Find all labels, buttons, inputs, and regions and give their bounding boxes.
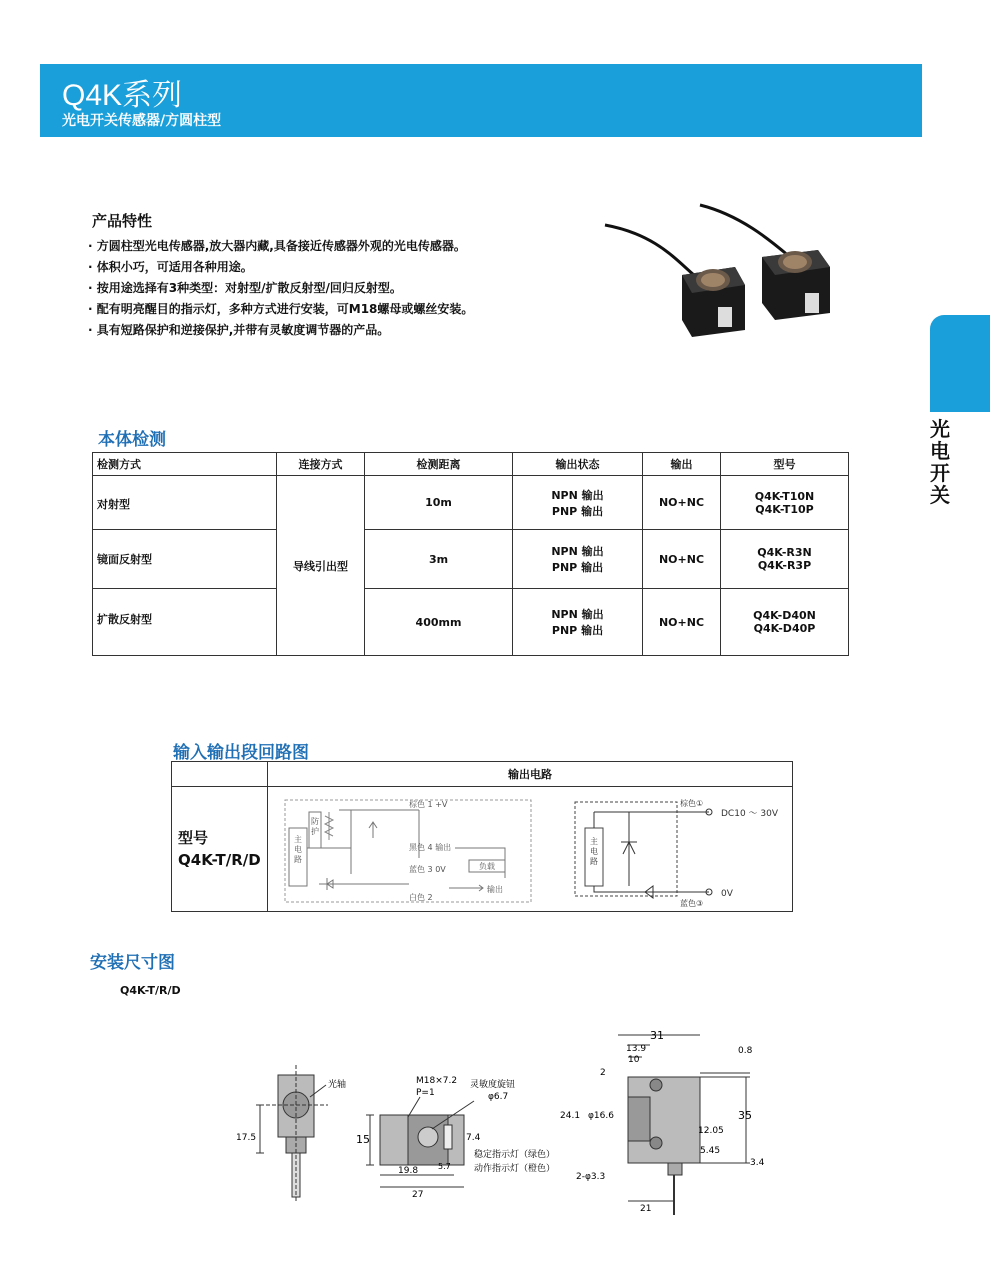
circuit-heading: 输入输出段回路图	[173, 743, 309, 763]
dim-24-1: 24.1	[560, 1111, 581, 1121]
model-cell	[721, 530, 849, 589]
output-cell: NO+NC	[643, 589, 721, 656]
blue-terminal-label: 蓝色③	[680, 899, 704, 908]
model-cell	[721, 589, 849, 656]
sensor-back	[762, 250, 830, 320]
dim-phi16-6: φ16.6	[588, 1111, 614, 1121]
dim-19-8: 19.8	[398, 1166, 419, 1176]
connection-cell: 导线引出型	[277, 476, 365, 656]
white-wire-label: 白色 2	[409, 893, 433, 902]
brown-wire-label: 棕色 1 +V	[409, 800, 448, 809]
detection-heading: 本体检测	[98, 430, 166, 450]
output-cell: NO+NC	[643, 476, 721, 530]
front-view	[236, 1065, 346, 1203]
distance-cell: 10m	[365, 476, 513, 530]
zero-voltage-label: 0V	[721, 889, 733, 899]
dim-0-8: 0.8	[738, 1046, 753, 1056]
rear-view	[560, 1029, 765, 1215]
state-cell	[513, 476, 643, 530]
pitch-label: P=1	[416, 1088, 435, 1098]
model-p: Q4K-R3P	[757, 559, 812, 572]
method-cell: 镜面反射型	[93, 530, 277, 589]
model-p: Q4K-T10P	[755, 502, 814, 516]
column-header: 检测距离	[365, 453, 513, 476]
state-npn: NPN 输出	[551, 608, 604, 621]
sensor-front	[682, 267, 745, 337]
side-view	[356, 1076, 555, 1200]
state-pnp: PNP 输出	[551, 561, 604, 574]
dim-13-9: 13.9	[626, 1044, 647, 1054]
circuit-model-cell	[172, 787, 268, 912]
brown-terminal-label: 棕色①	[680, 799, 704, 808]
model-n: Q4K-T10N	[754, 489, 815, 503]
dim-17-5: 17.5	[236, 1133, 257, 1143]
dim-12-05: 12.05	[698, 1126, 724, 1136]
circuit-model-label: 型号	[178, 829, 209, 847]
blue-wire-label: 蓝色 3 0V	[409, 865, 446, 874]
state-npn: NPN 输出	[551, 545, 604, 558]
knob-diameter: φ6.7	[488, 1092, 509, 1102]
feature-item: · 方圆柱型光电传感器,放大器内藏,具备接近传感器外观的光电传感器。	[88, 236, 473, 257]
model-n: Q4K-D40N	[753, 609, 816, 622]
distance-cell: 400mm	[365, 589, 513, 656]
dim-7-4: 7.4	[466, 1133, 481, 1143]
method-cell: 扩散反射型	[93, 589, 277, 656]
state-pnp: PNP 输出	[551, 504, 604, 518]
model-n: Q4K-R3N	[757, 546, 812, 559]
dim-3-4: 3.4	[750, 1158, 765, 1168]
feature-item: · 体积小巧，可适用各种用途。	[88, 257, 473, 278]
method-cell: 对射型	[93, 476, 277, 530]
dim-21: 21	[640, 1204, 652, 1214]
table-row	[93, 530, 849, 589]
state-cell	[513, 589, 643, 656]
dim-35: 35	[738, 1109, 752, 1122]
features-list	[88, 236, 473, 341]
main-circuit-label: 主电路	[294, 835, 302, 864]
main-circuit-label-right: 主电路	[590, 837, 598, 866]
model-cell	[721, 476, 849, 530]
circuit-diagram	[269, 788, 791, 910]
state-cell	[513, 530, 643, 589]
circuit-column-header: 输出电路	[268, 762, 793, 787]
output-cell: NO+NC	[643, 530, 721, 589]
circuit-table	[171, 761, 793, 912]
page-subtitle: 光电开关传感器/方圆柱型	[62, 113, 222, 129]
protect-label: 防护	[311, 817, 319, 836]
dimension-drawing	[230, 1025, 790, 1225]
feature-item: · 配有明亮醒目的指示灯，多种方式进行安装，可M18螺母或螺丝安装。	[88, 299, 473, 320]
circuit-model: Q4K-T/R/D	[178, 851, 261, 869]
axis-label: 光轴	[328, 1080, 347, 1090]
side-tab-label: 光电开关	[930, 417, 950, 507]
table-row	[93, 589, 849, 656]
dim-2: 2	[600, 1068, 606, 1078]
feature-item: · 按用途选择有3种类型：对射型/扩散反射型/回归反射型。	[88, 278, 473, 299]
table-row	[93, 476, 849, 530]
dim-5-45: 5.45	[700, 1146, 721, 1156]
thread-label: M18×7.2	[416, 1076, 458, 1086]
product-photo	[600, 195, 860, 365]
column-header: 输出状态	[513, 453, 643, 476]
header-banner	[40, 64, 922, 137]
column-header: 输出	[643, 453, 721, 476]
page-title: Q4K系列	[62, 79, 183, 112]
dim-15: 15	[356, 1133, 370, 1146]
dim-2-phi3-3: 2-φ3.3	[576, 1172, 606, 1182]
black-wire-label: 黑色 4 输出	[409, 843, 452, 852]
column-header: 连接方式	[277, 453, 365, 476]
dim-27: 27	[412, 1190, 424, 1200]
action-lamp-label: 动作指示灯（橙色）	[474, 1164, 556, 1174]
model-p: Q4K-D40P	[753, 622, 816, 635]
detection-table	[92, 452, 849, 656]
features-title: 产品特性	[92, 212, 153, 230]
stable-lamp-label: 稳定指示灯（绿色）	[474, 1150, 556, 1160]
state-pnp: PNP 输出	[551, 624, 604, 637]
feature-item: · 具有短路保护和逆接保护,并带有灵敏度调节器的产品。	[88, 320, 473, 341]
distance-cell: 3m	[365, 530, 513, 589]
dim-10: 10	[628, 1055, 640, 1065]
output-arrow-label: 输出	[487, 885, 503, 894]
column-header: 检测方式	[93, 453, 277, 476]
dim-5-7: 5.7	[438, 1162, 451, 1171]
knob-label: 灵敏度旋钮	[470, 1080, 516, 1090]
table-header-row	[93, 453, 849, 476]
dimensions-model: Q4K-T/R/D	[120, 984, 181, 997]
supply-voltage-label: DC10 ～ 30V	[721, 809, 778, 819]
dim-31: 31	[650, 1029, 664, 1042]
state-npn: NPN 输出	[551, 488, 604, 502]
dimensions-heading: 安装尺寸图	[90, 953, 175, 973]
side-tab	[930, 315, 990, 412]
circuit-corner	[172, 762, 268, 787]
column-header: 型号	[721, 453, 849, 476]
load-label: 负载	[479, 862, 495, 871]
circuit-diagram-cell	[268, 787, 793, 912]
